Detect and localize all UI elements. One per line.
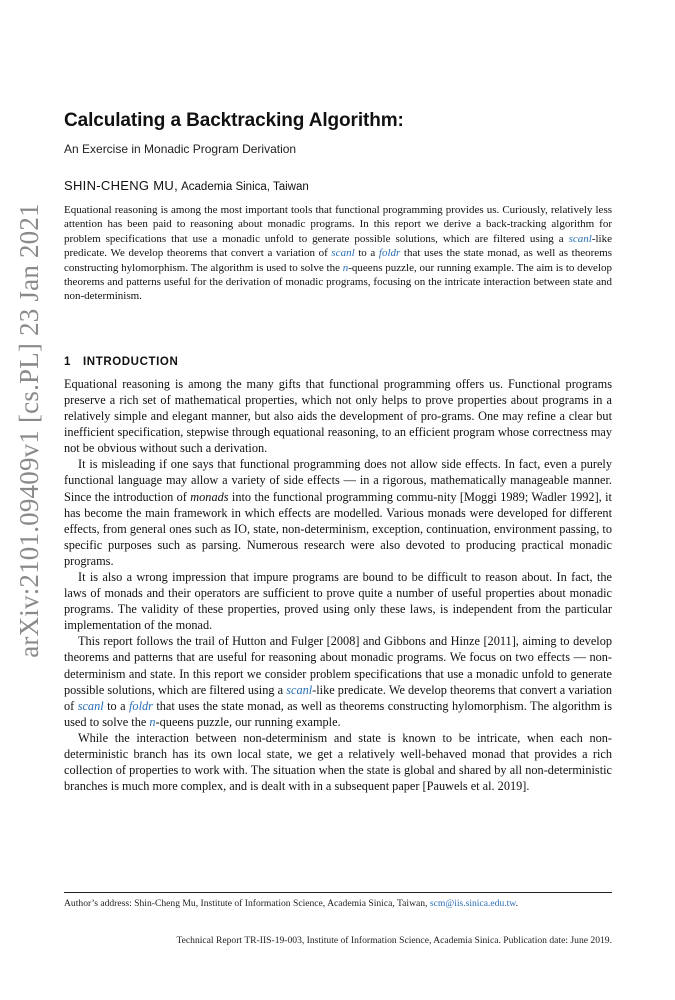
emphasis-monads: monads <box>190 489 229 504</box>
abstract <box>64 203 612 304</box>
footnote-rule <box>64 892 612 893</box>
paper-subtitle: An Exercise in Monadic Program Derivation <box>64 142 297 156</box>
n-link[interactable]: n <box>149 714 156 729</box>
paragraph-3: It is also a wrong impression that impure programs are bound to be difficult to reason about. In fact, the laws of monads and their operators are sufficient to prove quite a number of useful properties about monadic programs. The validity of these properties, proved using only these laws, is independent from the particular implementation of the monad. <box>64 569 612 633</box>
arxiv-id: arXiv:2101.09409v1 [cs.PL] 23 Jan 2021 <box>13 202 44 658</box>
section-number: 1 <box>64 355 71 368</box>
paper-title: Calculating a Backtracking Algorithm: <box>64 110 404 131</box>
paragraph-text: -queens puzzle, our running example. <box>155 714 341 729</box>
paper-body <box>64 110 612 794</box>
scanl-link[interactable]: scanl <box>77 698 104 713</box>
arxiv-sidebar-stamp <box>4 180 54 680</box>
abstract-text: that uses the state monad, as well as theorems constructing hylomorphism. The algorithm is used to solve the <box>64 247 612 274</box>
paragraph-text: It is misleading if one says that functional programming does not allow side effects. In fact, even a purely functional language may allow a variety of side effects — in a rigorous, mathematically manageable manner. Since the introduction of <box>64 457 612 504</box>
paragraph-text: that uses the state monad, as well as theorems constructing hylomorphism. The algorithm is used to solve the <box>64 698 612 729</box>
foldr-link[interactable]: foldr <box>129 698 153 713</box>
author-line <box>64 178 612 194</box>
scanl-link[interactable]: scanl <box>568 232 592 245</box>
paragraph-text: into the functional programming commu-nity [Moggi 1989; Wadler 1992], it has become the main framework in which effects are modelled. Various monads were developed for different effects, from general ones such as IO, state, non-determinism, exception, continuation, environment passing, to specific purposes such as parsing. Numerous research were also devoted to producing practical monadic programs. <box>64 489 612 568</box>
footnote <box>64 898 612 909</box>
section-heading <box>64 356 612 368</box>
n-link[interactable]: n <box>342 261 349 274</box>
abstract-text: Equational reasoning is among the most important tools that functional programming provides us. Curiously, relatively less attention has been paid to reasoning about monadic programs. In this report we derive a back-tracking algorithm for problem specifications that use a monadic unfold to generate possible solutions, which are filtered using a <box>64 204 612 245</box>
foldr-link[interactable]: foldr <box>378 247 401 260</box>
paragraph-text: This report follows the trail of Hutton and Fulger [2008] and Gibbons and Hinze [2011], aiming to develop theorems and patterns that are useful for reasoning about monadic programs. We focus on two effects — non-determinism and state. In this report we consider problem specifications that use a monadic unfold to generate possible solutions, which are filtered using a <box>64 634 612 697</box>
abstract-text: -like predicate. We develop theorems that convert a variation of <box>64 232 612 260</box>
paragraph-4 <box>64 633 612 730</box>
author-name: SHIN-CHENG MU, <box>64 178 178 193</box>
scanl-link[interactable]: scanl <box>286 682 313 697</box>
footnote-text: Author’s address: Shin-Cheng Mu, Institute of Information Science, Academia Sinica, Taiwan, <box>64 898 430 909</box>
paragraph-text: to a <box>103 698 129 713</box>
section-title: INTRODUCTION <box>83 355 179 368</box>
paragraph-2 <box>64 456 612 569</box>
abstract-text: to a <box>354 247 379 260</box>
author-email-link[interactable]: scm@iis.sinica.edu.tw <box>429 898 516 909</box>
author-affiliation: Academia Sinica, Taiwan <box>181 181 309 193</box>
footnote-end: . <box>515 898 519 909</box>
scanl-link[interactable]: scanl <box>331 247 355 260</box>
abstract-text: -queens puzzle, our running example. The aim is to develop theorems and patterns useful for the derivation of monadic programs, focusing on the intricate interaction between state and non-determinism. <box>64 261 613 303</box>
paragraph-1: Equational reasoning is among the many gifts that functional programming offers us. Functional programs preserve a rich set of mathematical properties, which not only helps to prove properties about programs in a relatively simple and elegant manner, but also aids the development of pro-grams. One may refine a clear but inefficient specification, stepwise through equational reasoning, to an efficient program whose correctness may not be obvious without such a derivation. <box>64 376 612 456</box>
paragraph-5: While the interaction between non-determinism and state is known to be intricate, when each non-deterministic branch has its own local state, we get a relatively well-behaved monad that provides a rich collection of properties to work with. The situation when the state is global and shared by all non-deterministic branches is much more complex, and is dealt with in a subsequent paper [Pauwels et al. 2019]. <box>64 730 612 794</box>
page-footer: Technical Report TR-IIS-19-003, Institute of Information Science, Academia Sinica. Publication date: June 2019. <box>176 935 612 946</box>
paragraph-text: -like predicate. We develop theorems that convert a variation of <box>64 682 612 713</box>
